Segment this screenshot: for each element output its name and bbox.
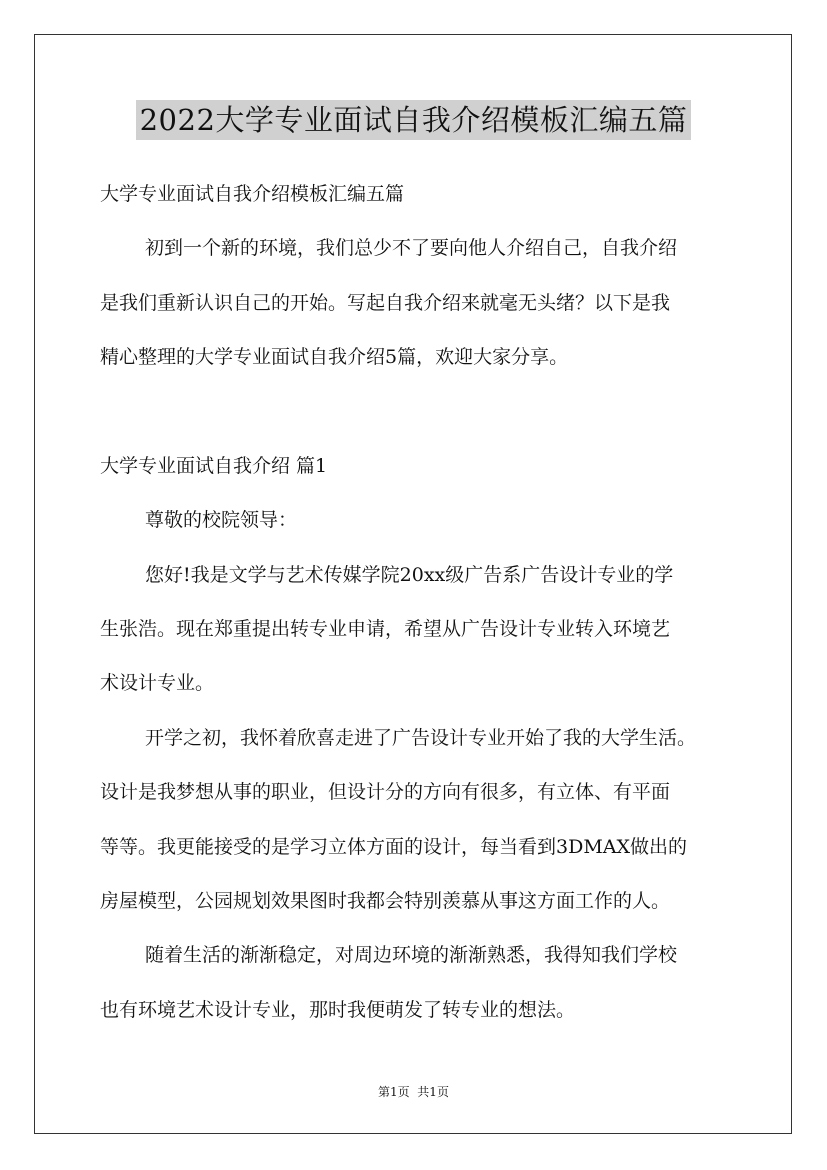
paragraph-line: 也有环境艺术设计专业，那时我便萌发了转专业的想法。 [100, 999, 576, 1021]
page-footer [0, 1084, 827, 1100]
title-container [0, 100, 827, 140]
paragraph-line: 您好!我是文学与艺术传媒学院20xx级广告系广告设计专业的学 [145, 564, 674, 586]
paragraph-line: 开学之初，我怀着欣喜走进了广告设计专业开始了我的大学生活。 [145, 727, 697, 749]
paragraph-line: 房屋模型，公园规划效果图时我都会特别羡慕从事这方面工作的人。 [100, 890, 671, 912]
page-number: 第1页 共1页 [378, 1085, 449, 1099]
intro-line: 精心整理的大学专业面试自我介绍5篇，欢迎大家分享。 [100, 346, 569, 368]
intro-line: 是我们重新认识自己的开始。写起自我介绍来就毫无头绪？以下是我 [100, 292, 671, 314]
salutation: 尊敬的校院领导： [145, 509, 298, 531]
paragraph-line: 生张浩。现在郑重提出转专业申请，希望从广告设计专业转入环境艺 [100, 618, 671, 640]
intro-line: 初到一个新的环境，我们总少不了要向他人介绍自己，自我介绍 [145, 237, 678, 259]
paragraph-line: 等等。我更能接受的是学习立体方面的设计，每当看到3DMAX做出的 [100, 836, 688, 858]
section-heading: 大学专业面试自我介绍 篇1 [100, 455, 328, 477]
paragraph-line: 随着生活的渐渐稳定，对周边环境的渐渐熟悉，我得知我们学校 [145, 944, 678, 966]
document-title: 2022大学专业面试自我介绍模板汇编五篇 [136, 100, 692, 140]
paragraph-line: 术设计专业。 [100, 672, 215, 694]
document-subtitle: 大学专业面试自我介绍模板汇编五篇 [100, 183, 405, 205]
paragraph-line: 设计是我梦想从事的职业，但设计分的方向有很多，有立体、有平面 [100, 781, 671, 803]
